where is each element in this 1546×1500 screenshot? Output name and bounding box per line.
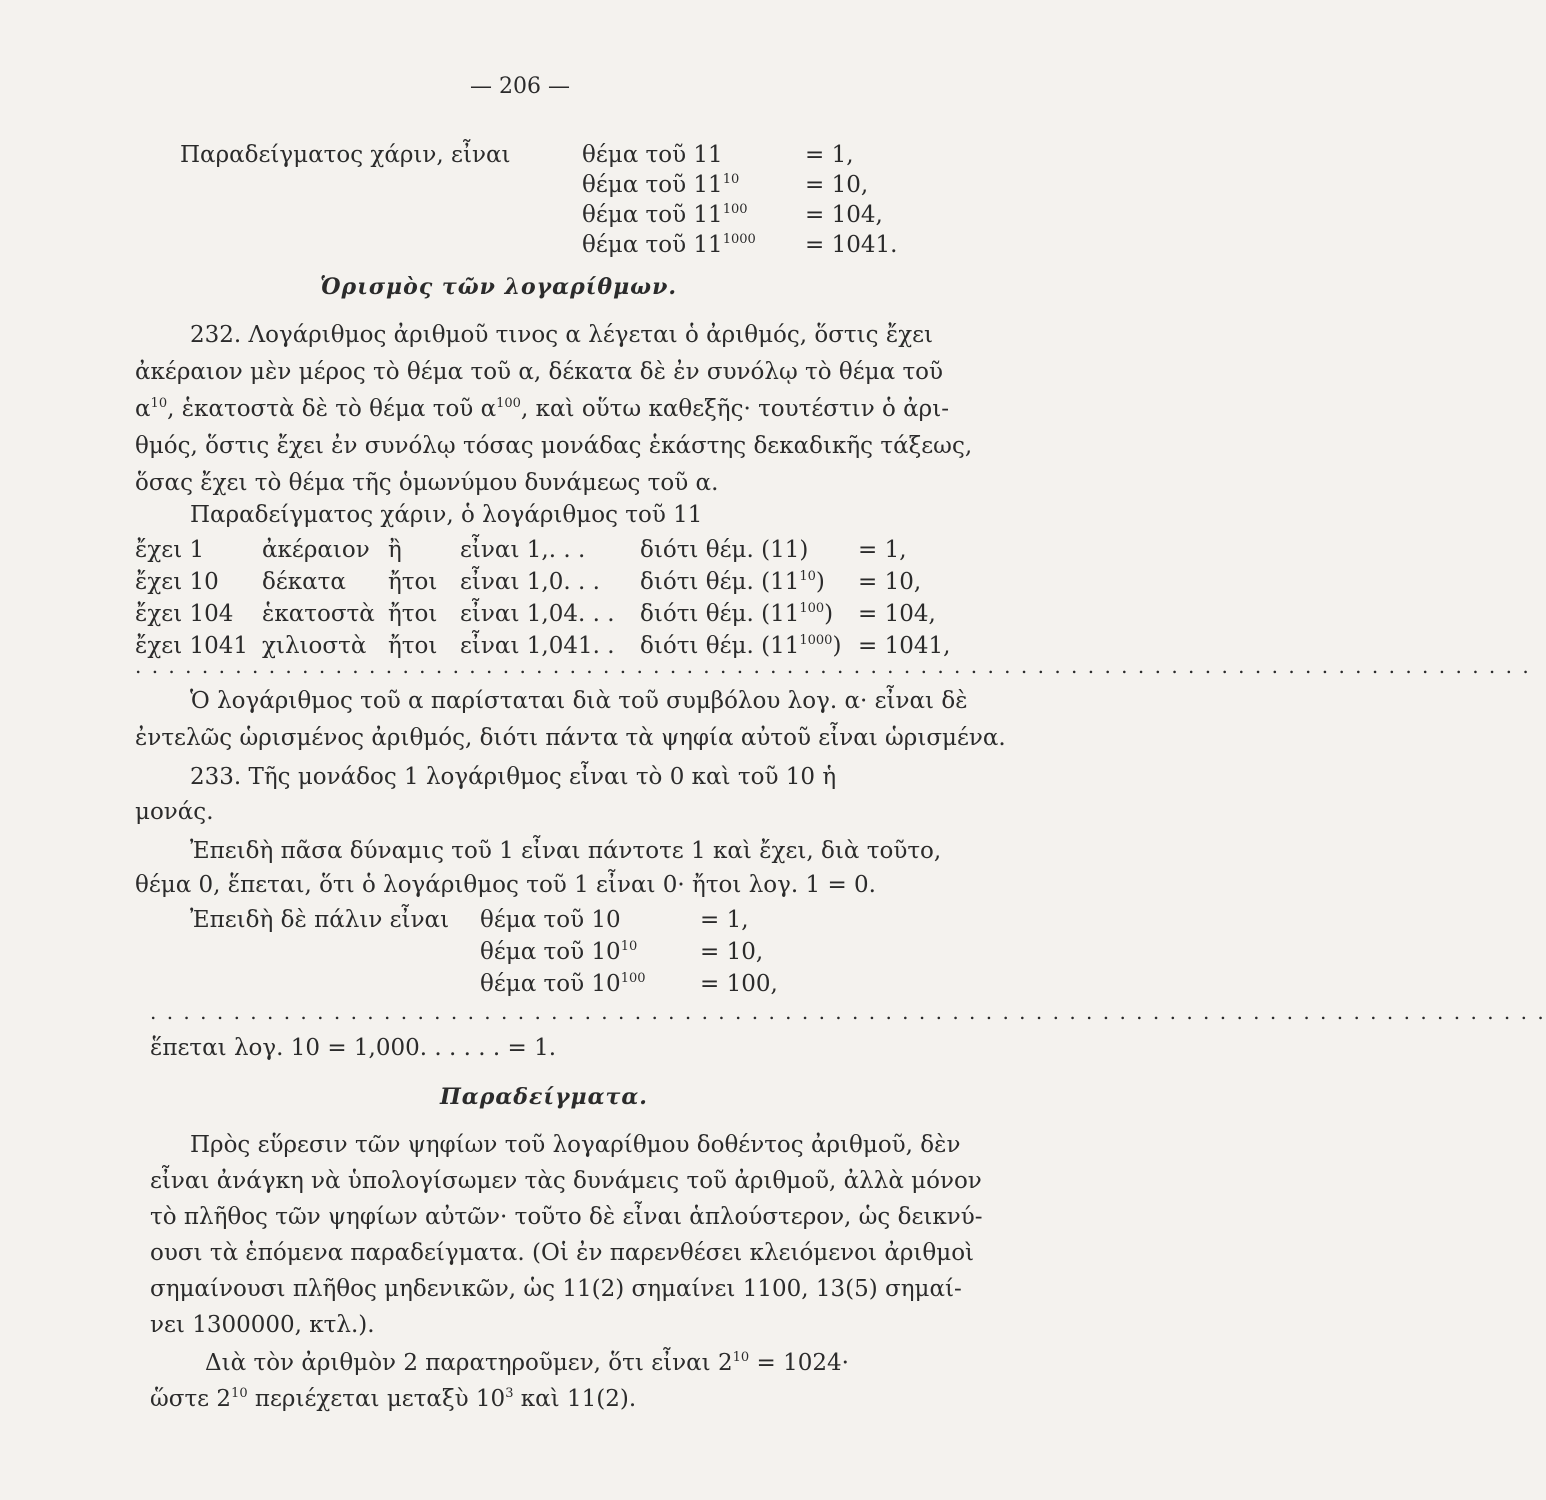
- eq-label: θέμα τοῦ: [582, 172, 687, 198]
- intro-eq-row: [582, 200, 748, 230]
- eq-exp: 10: [620, 939, 638, 954]
- since-paragraph-line: Ἐπειδὴ πᾶσα δύναμις τοῦ 1 εἶναι πάντοτε 1 καὶ ἔχει, διὰ τοῦτο,: [190, 838, 942, 864]
- table-cell: ἀκέραιον: [262, 537, 370, 563]
- eq-value: = 1041.: [805, 232, 898, 258]
- eq-base: 11: [693, 202, 723, 228]
- paragraph-232-line: [135, 394, 949, 424]
- table-cell: δέκατα: [262, 569, 346, 595]
- text: ): [832, 633, 842, 659]
- table-cell: ἤτοι: [388, 569, 438, 595]
- eq-exp: 100: [620, 971, 646, 986]
- since2-eq-row: [480, 969, 646, 999]
- text: ὥστε 2: [150, 1386, 232, 1412]
- paragraph-232-line: ἀκέραιον μὲν μέρος τὸ θέμα τοῦ α, δέκατα δὲ ἐν συνόλῳ τὸ θέμα τοῦ: [135, 359, 944, 385]
- table-cell: ἢ: [388, 537, 402, 563]
- eq-exp: 1000: [722, 232, 756, 247]
- table-cell: = 1,: [858, 537, 907, 563]
- text: α: [135, 396, 151, 422]
- dotted-separator: . . . . . . . . . . . . . . . . . . . . . . . . . . . . . . . . . . . . . . . . . . . . . . . . . . . . . . . . . . . . . . . . . . . . . . . . . . . . . . . . . . . .: [150, 1000, 1546, 1024]
- intro-eq-row: [582, 140, 723, 170]
- table-cell: [640, 567, 825, 597]
- eq-base: 11: [693, 172, 723, 198]
- since-paragraph-line: θέμα 0, ἕπεται, ὅτι ὁ λογάριθμος τοῦ 1 εἶναι 0· ἤτοι λογ. 1 = 0.: [135, 872, 876, 898]
- text: Διὰ τὸν ἀριθμὸν 2 παρατηροῦμεν, ὅτι εἶναι 2: [205, 1350, 733, 1376]
- symbol-paragraph-line: Ὁ λογάριθμος τοῦ α παρίσταται διὰ τοῦ συμβόλου λογ. α· εἶναι δὲ: [190, 688, 968, 714]
- eq-base: 11: [693, 232, 723, 258]
- table-cell: ἤτοι: [388, 601, 438, 627]
- eq-value: = 104,: [805, 202, 883, 228]
- exp: 10: [231, 1386, 248, 1401]
- examples-paragraph-line: εἶναι ἀνάγκη νὰ ὑπολογίσωμεν τὰς δυνάμεις τοῦ ἀριθμοῦ, ἀλλὰ μόνον: [150, 1168, 982, 1194]
- table-cell: εἶναι 1,0. . .: [460, 569, 600, 595]
- exp: 10: [799, 569, 816, 584]
- table-cell: εἶναι 1,. . .: [460, 537, 586, 563]
- example-lead: Παραδείγματος χάριν, ὁ λογάριθμος τοῦ 11: [190, 502, 703, 528]
- text: Λογάριθμος ἀριθμοῦ τινος α λέγεται ὁ ἀριθμός, ὅστις ἔχει: [248, 322, 934, 348]
- examples-paragraph-line: σημαίνουσι πλῆθος μηδενικῶν, ὡς 11(2) σημαίνει 1100, 13(5) σημαί-: [150, 1276, 962, 1302]
- table-cell: [640, 599, 833, 629]
- eq-label: θέμα τοῦ: [582, 202, 687, 228]
- eq-base: 10: [591, 939, 621, 965]
- eq-value: = 100,: [700, 971, 778, 997]
- since2-eq-row: [480, 905, 621, 935]
- table-cell: ἔχει 10: [135, 569, 219, 595]
- exp: 100: [496, 396, 521, 411]
- table-cell: = 104,: [858, 601, 936, 627]
- eq-base: 10: [591, 971, 621, 997]
- final-paragraph-line: [150, 1384, 636, 1414]
- since2-eq-row: [480, 937, 637, 967]
- text: ): [824, 601, 834, 627]
- table-cell: ἔχει 104: [135, 601, 234, 627]
- text: ): [799, 537, 809, 563]
- eq-label: θέμα τοῦ: [480, 907, 585, 933]
- symbol-paragraph-line: ἐντελῶς ὡρισμένος ἀριθμός, διότι πάντα τὰ ψηφία αὐτοῦ εἶναι ὡρισμένα.: [135, 725, 1006, 751]
- table-cell: χιλιοστὰ: [262, 633, 367, 659]
- eq-exp: 10: [722, 172, 740, 187]
- intro-eq-row: [582, 230, 756, 260]
- eq-base: 11: [693, 142, 723, 168]
- eq-value: = 1,: [700, 907, 749, 933]
- examples-paragraph-line: ουσι τὰ ἑπόμενα παραδείγματα. (Οἱ ἐν παρενθέσει κλειόμενοι ἀριθμοὶ: [150, 1240, 975, 1266]
- table-cell: εἶναι 1,041. .: [460, 633, 615, 659]
- eq-label: θέμα τοῦ: [582, 142, 687, 168]
- intro-eq-row: [582, 170, 739, 200]
- table-cell: εἶναι 1,04. . .: [460, 601, 615, 627]
- section-heading-examples: Παραδείγματα.: [440, 1084, 648, 1110]
- text: περιέχεται μεταξὺ 10: [247, 1386, 506, 1412]
- text: ): [815, 569, 825, 595]
- eq-exp: 100: [722, 202, 748, 217]
- text: διότι θέμ. (11: [640, 601, 800, 627]
- text: διότι θέμ. (11: [640, 633, 800, 659]
- final-paragraph-line: [205, 1348, 849, 1378]
- text: , καὶ οὕτω καθεξῆς· τουτέστιν ὁ ἀρι-: [520, 396, 949, 422]
- text: καὶ 11(2).: [513, 1386, 637, 1412]
- examples-paragraph-line: Πρὸς εὕρεσιν τῶν ψηφίων τοῦ λογαρίθμου δοθέντος ἀριθμοῦ, δὲν: [190, 1132, 961, 1158]
- table-cell: ἔχει 1041: [135, 633, 249, 659]
- intro-lead: Παραδείγματος χάριν, εἶναι: [180, 142, 511, 168]
- examples-paragraph-line: νει 1300000, κτλ.).: [150, 1312, 375, 1338]
- table-cell: ἔχει 1: [135, 537, 205, 563]
- exp: 1000: [799, 633, 833, 648]
- exp: 3: [505, 1386, 514, 1401]
- examples-paragraph-line: τὸ πλῆθος τῶν ψηφίων αὐτῶν· τοῦτο δὲ εἶναι ἁπλούστερον, ὡς δεικνύ-: [150, 1204, 983, 1230]
- eq-value: = 10,: [805, 172, 869, 198]
- paragraph-232-line: ὅσας ἔχει τὸ θέμα τῆς ὁμωνύμου δυνάμεως τοῦ α.: [135, 470, 719, 496]
- text: = 1024·: [749, 1350, 849, 1376]
- paragraph-232-line: θμός, ὅστις ἔχει ἐν συνόλῳ τόσας μονάδας ἑκάστης δεκαδικῆς τάξεως,: [135, 433, 973, 459]
- eq-base: 10: [591, 907, 621, 933]
- eq-label: θέμα τοῦ: [480, 939, 585, 965]
- page-number: — 206 —: [470, 74, 570, 99]
- section-heading-definition: Ὁρισμὸς τῶν λογαρίθμων.: [320, 274, 678, 300]
- paragraph-233-line: μονάς.: [135, 799, 214, 825]
- eq-value: = 10,: [700, 939, 764, 965]
- paragraph-number: 232.: [190, 322, 242, 348]
- paragraph-233-line: 233. Τῆς μονάδος 1 λογάριθμος εἶναι τὸ 0 καὶ τοῦ 10 ἡ: [190, 764, 837, 790]
- exp: 100: [799, 601, 825, 616]
- table-cell: ἤτοι: [388, 633, 438, 659]
- since2-lead: Ἐπειδὴ δὲ πάλιν εἶναι: [190, 907, 450, 933]
- eq-label: θέμα τοῦ: [480, 971, 585, 997]
- text: διότι θέμ. (11: [640, 537, 800, 563]
- text: , ἑκατοστὰ δὲ τὸ θέμα τοῦ α: [167, 396, 497, 422]
- table-cell: ἑκατοστὰ: [262, 601, 375, 627]
- table-cell: = 10,: [858, 569, 922, 595]
- table-cell: [640, 535, 808, 565]
- paragraph-232-line: [190, 320, 933, 350]
- eq-value: = 1,: [805, 142, 854, 168]
- table-cell: = 1041,: [858, 633, 951, 659]
- eq-label: θέμα τοῦ: [582, 232, 687, 258]
- exp: 10: [150, 396, 168, 411]
- dotted-separator: . . . . . . . . . . . . . . . . . . . . . . . . . . . . . . . . . . . . . . . . . . . . . . . . . . . . . . . . . . . . . . . . . . . . . . . . . . . . . . . . . . . .: [135, 654, 1531, 678]
- follows-line: ἕπεται λογ. 10 = 1,000. . . . . . = 1.: [150, 1035, 557, 1061]
- text: διότι θέμ. (11: [640, 569, 800, 595]
- exp: 10: [732, 1350, 750, 1365]
